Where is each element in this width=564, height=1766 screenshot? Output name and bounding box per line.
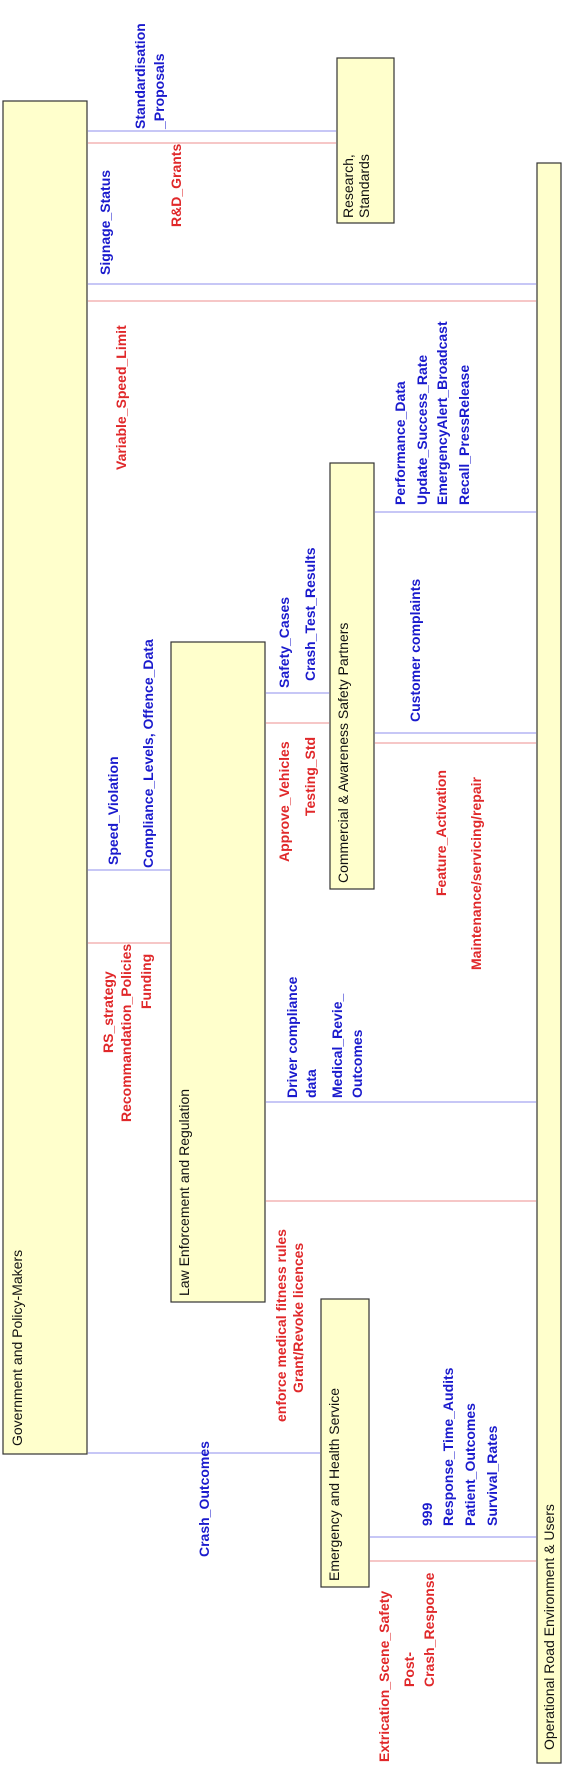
commercial-partners-label: Commercial & Awareness Safety Partners [335, 622, 351, 883]
label-crash-response: Crash_Response [421, 1572, 437, 1687]
label-999: 999 [419, 1502, 435, 1526]
law-enforcement-box [171, 642, 265, 1302]
government-label: Government and Policy-Makers [9, 1249, 25, 1446]
label-extrication: Extrication_Scene_Safety [376, 1590, 392, 1762]
label-performance-data: Performance_Data [392, 381, 408, 505]
label-feature-activation: Feature_Activation [433, 769, 449, 896]
label-enforce-medical: enforce medical fitness rules [273, 1229, 289, 1422]
label-signage-status: Signage_Status [97, 169, 113, 275]
emergency-health-box [321, 1299, 369, 1587]
label-post: Post- [401, 1652, 417, 1687]
label-standardisation: Standardisation [132, 23, 148, 129]
label-rd-grants: R&D_Grants [168, 143, 184, 227]
operational-road-label: Operational Road Environment & Users [541, 1504, 557, 1750]
label-approve-vehicles: Approve_Vehicles [276, 741, 292, 862]
label-speed-violation: Speed_Violation [105, 756, 121, 865]
commercial-partners-box [330, 463, 374, 889]
label-compliance-levels: Compliance_Levels, Offence_Data [140, 639, 156, 868]
label-maintenance: Maintenance/servicing/repair [468, 777, 484, 970]
label-driver-compliance: Driver compliance [284, 976, 300, 1098]
operational-road-box [537, 163, 561, 1763]
label-survival-rates: Survival_Rates [484, 1425, 500, 1526]
label-crash-test-results: Crash_Test_Results [302, 547, 318, 681]
label-patient-outcomes: Patient_Outcomes [462, 1403, 478, 1526]
label-emergency-alert: EmergencyAlert_Broadcast [434, 321, 450, 505]
label-recall-press: Recall_PressRelease [456, 364, 472, 505]
label-rs-strategy: RS_strategy [100, 971, 116, 1053]
label-standardisation-proposals: _Proposals [151, 53, 167, 129]
label-medical-review: Medical_Revie_ [329, 993, 345, 1098]
label-medical-review-outcomes: Outcomes [349, 1029, 365, 1098]
emergency-health-label: Emergency and Health Service [326, 1388, 342, 1581]
law-enforcement-label: Law Enforcement and Regulation [176, 1088, 192, 1296]
label-driver-compliance-data: data [303, 1069, 319, 1098]
research-label-line1: Research, [340, 154, 356, 218]
research-label-line2: Standards [356, 154, 372, 218]
label-response-time-audits: Response_Time_Audits [440, 1367, 456, 1526]
research-box [337, 58, 394, 223]
label-customer-complaints: Customer complaints [407, 578, 423, 722]
label-grant-revoke: Grant/Revoke licences [290, 1242, 306, 1393]
label-variable-speed-limit: Variable_Speed_Limit [113, 325, 129, 470]
label-crash-outcomes: Crash_Outcomes [196, 1441, 212, 1557]
label-update-success-rate: Update_Success_Rate [414, 354, 430, 505]
label-funding: Funding [138, 953, 154, 1009]
label-recommandation-policies: Recommandation_Policies [118, 943, 134, 1122]
label-safety-cases: Safety_Cases [276, 596, 292, 688]
label-testing-std: Testing_Std [302, 736, 318, 816]
government-box [3, 101, 87, 1454]
